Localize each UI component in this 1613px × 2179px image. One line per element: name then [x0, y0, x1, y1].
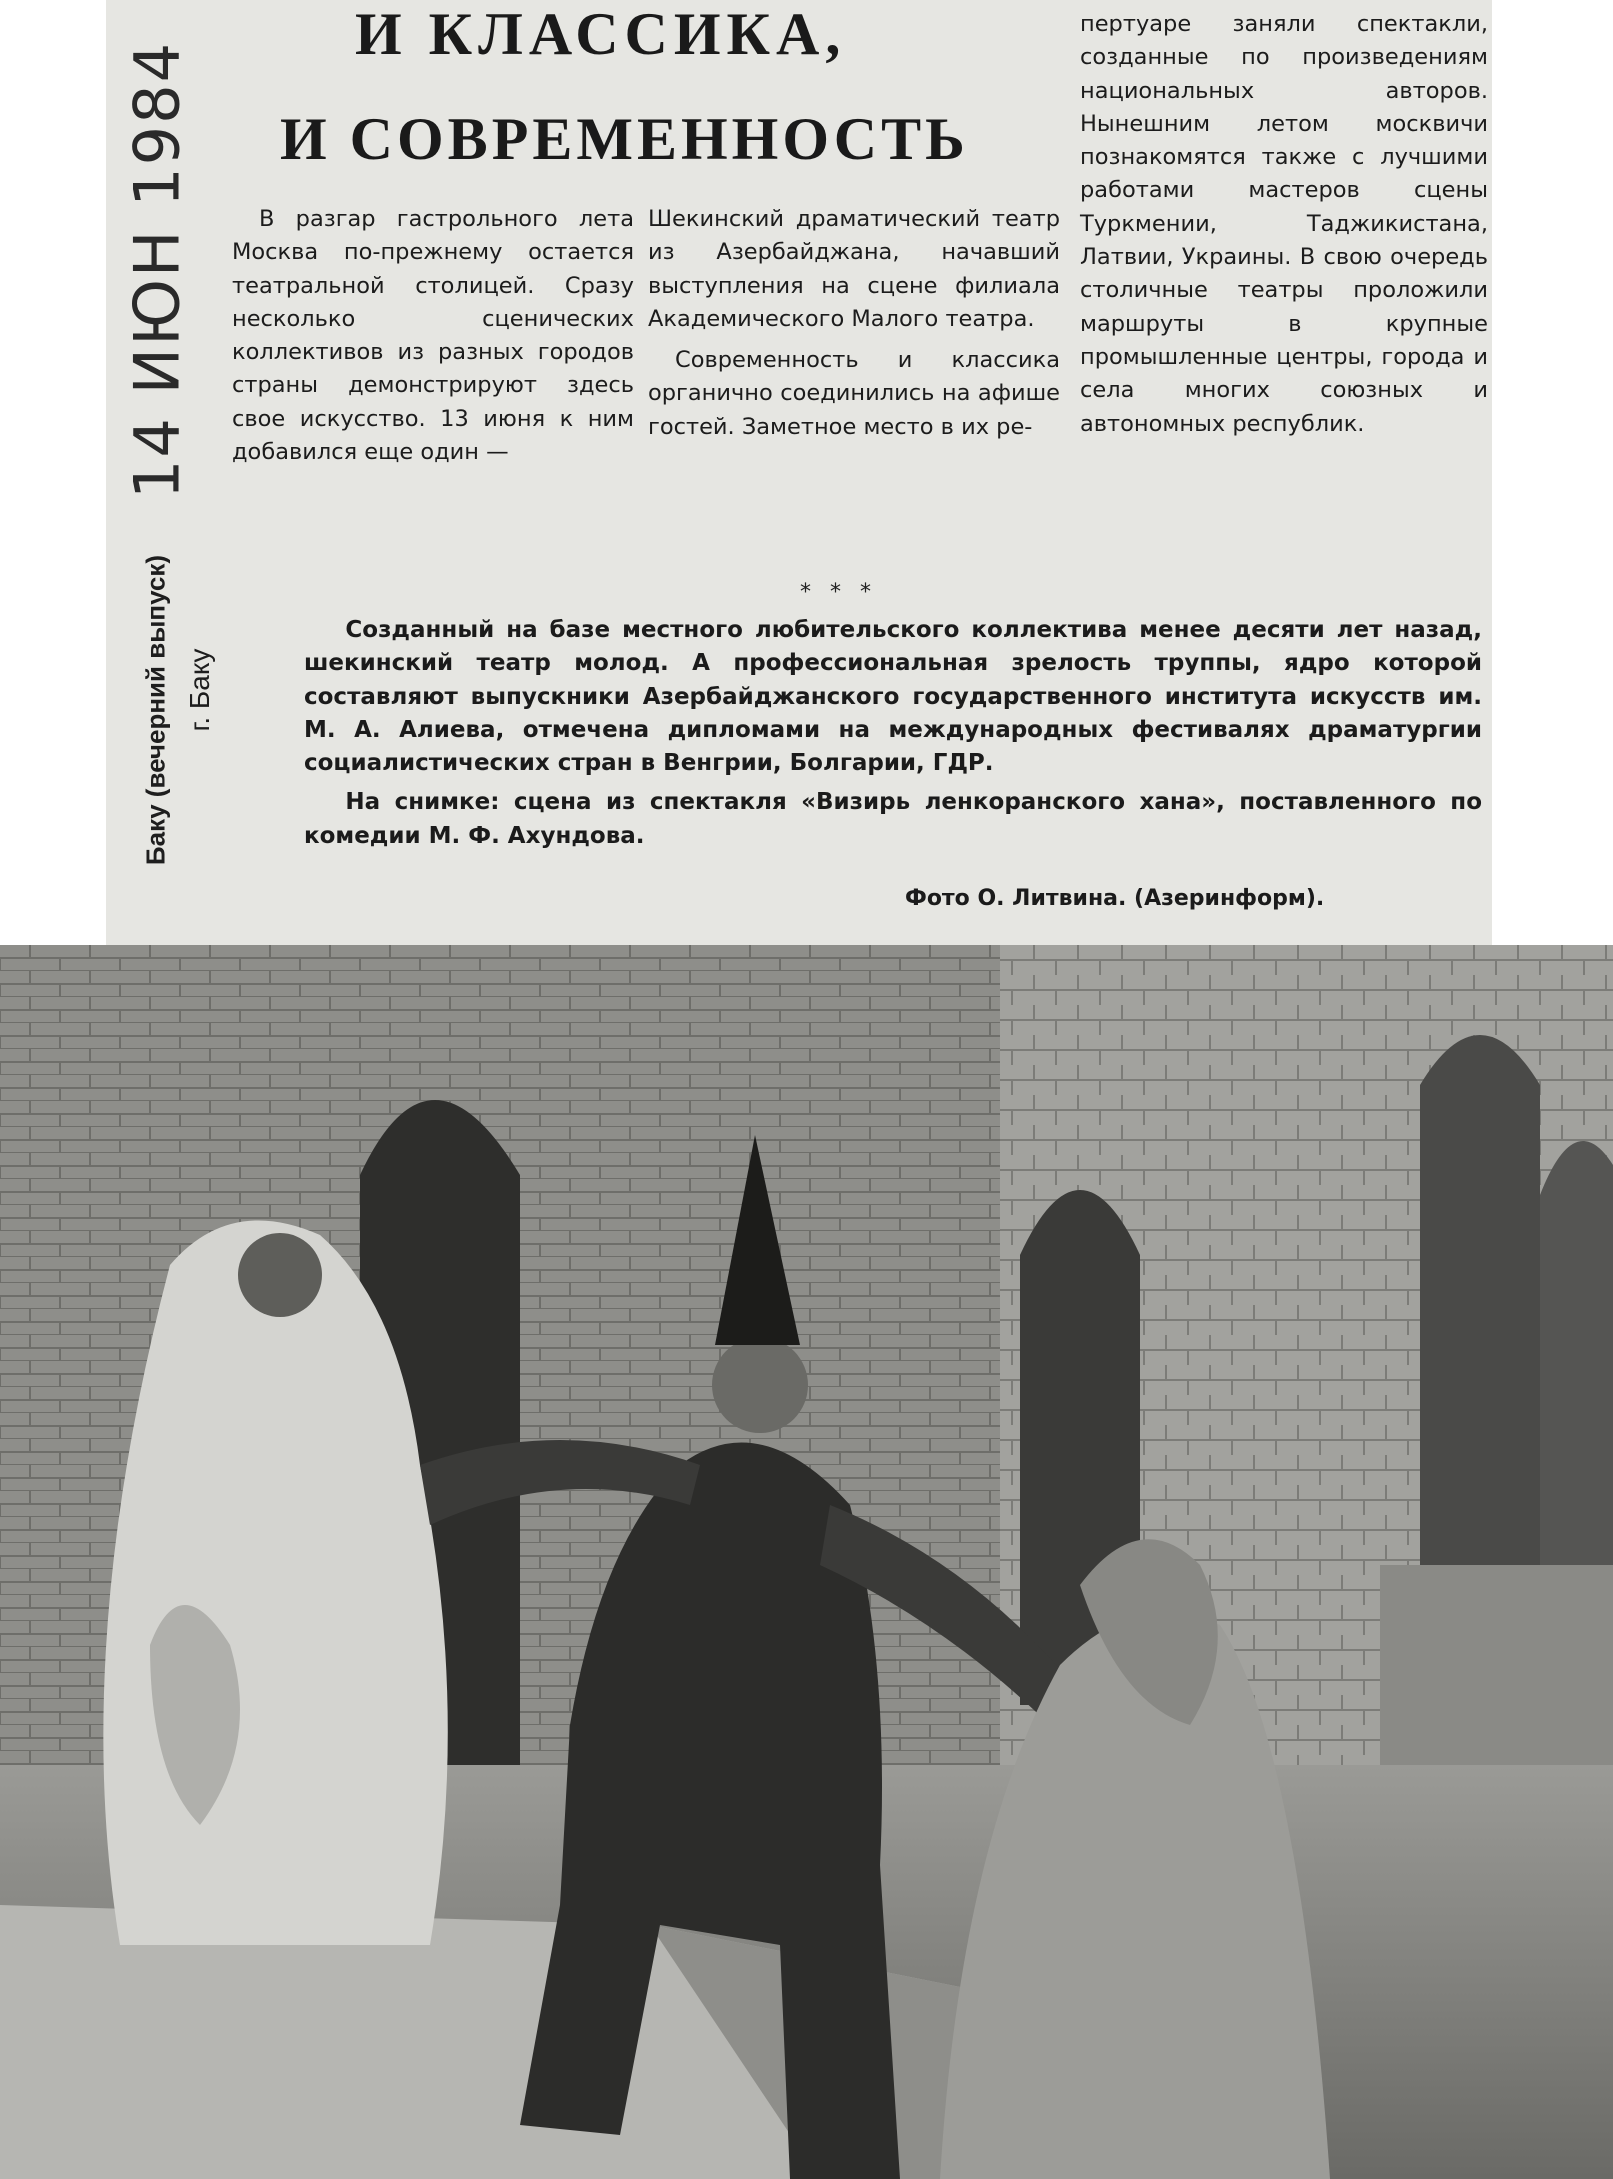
- source-city: г. Баку: [184, 648, 215, 732]
- photo-caption: На снимке: сцена из спектакля «Визирь ленкоранского хана», поставленного по комедии М. Ф. Ахундова.: [304, 789, 1482, 849]
- photo-credit: Фото О. Литвина. (Азеринформ).: [905, 886, 1325, 911]
- stage-photo-illustration: [0, 945, 1613, 2179]
- article-column-1: [232, 203, 634, 469]
- column-1-paragraph: В разгар гастрольного лета Москва по-прежнему остается театральной столицей. Сразу несколько сценических коллективов из разных городов страны демонстрируют здесь свое искусство. 13 июня к ним добавился еще один —: [232, 206, 634, 466]
- column-2-paragraph-2: Современность и классика органично соединились на афише гостей. Заметное место в их ре-: [648, 347, 1060, 440]
- column-2-paragraph-1: Шекинский драматический театр из Азербайджана, начавший выступления на сцене филиала Академического Малого театра.: [648, 206, 1060, 332]
- date-stamp-text: 14 ИЮН 1984: [120, 40, 194, 500]
- headline-line-1: И КЛАССИКА,: [355, 1, 847, 67]
- stage-photo: [0, 945, 1613, 2179]
- article-column-2: [648, 203, 1060, 444]
- section-separator: * * *: [800, 580, 877, 605]
- photo-lead-text: [304, 614, 1482, 853]
- page-margin: [0, 0, 106, 950]
- lead-paragraph: Созданный на базе местного любительского коллектива менее десяти лет назад, шекинский театр молод. А профессиональная зрелость труппы, ядро которой составляют выпускники Азербайджанского государственного института искусств им. М. А. Алиева, отмечена дипломами на международных фестивалях драматургии социалистических стран в Венгрии, Болгарии, ГДР.: [304, 617, 1482, 777]
- headline-line-2: И СОВРЕМЕННОСТЬ: [280, 106, 969, 172]
- source-paper-name: Баку (вечерний выпуск): [140, 554, 171, 866]
- source-label: [128, 500, 218, 920]
- date-stamp: [112, 40, 202, 500]
- column-3-paragraph: пертуаре заняли спектакли, созданные по произведениям национальных авторов. Нынешним летом москвичи познакомятся также с лучшими работами мастеров сцены Туркмении, Таджикистана, Латвии, Украины. В свою очередь столичные театры проложили маршруты в крупные промышленные центры, города и села многих союзных и автономных республик.: [1080, 11, 1488, 437]
- article-column-3: [1080, 8, 1488, 441]
